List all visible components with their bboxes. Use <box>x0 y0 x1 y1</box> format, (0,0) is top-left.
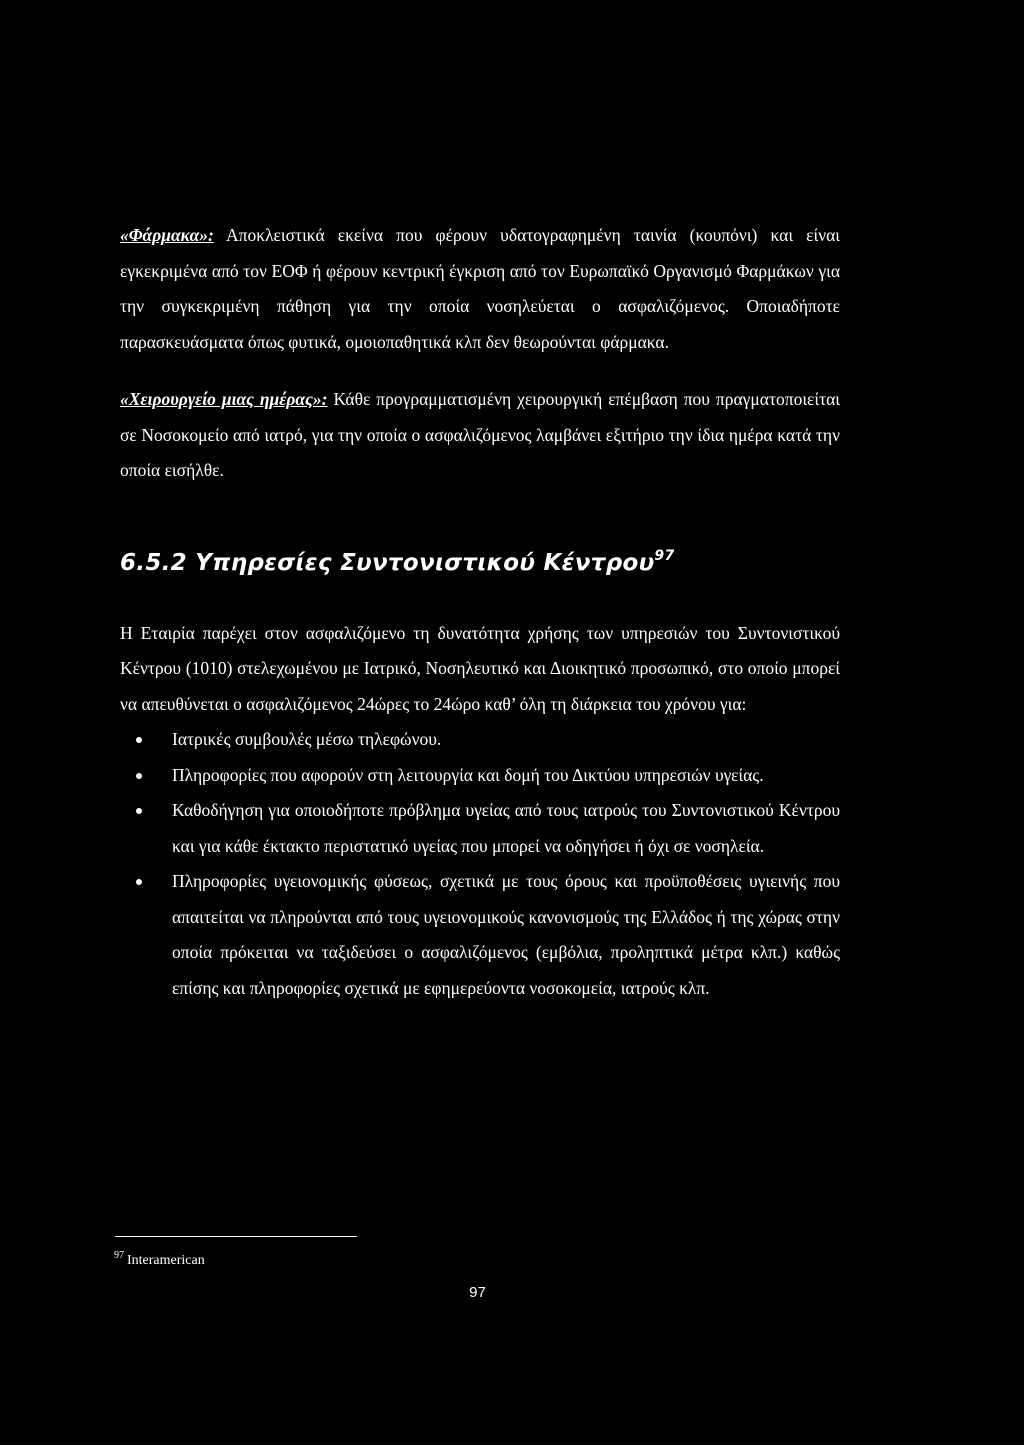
list-item <box>120 793 840 864</box>
bullet-icon <box>136 879 142 885</box>
bullet-icon <box>136 737 142 743</box>
footnote-number: 97 <box>114 1250 124 1261</box>
list-item-text: Καθοδήγηση για οποιοδήποτε πρόβλημα υγείας από τους ιατρούς του Συντονιστικού Κέντρου και για κάθε έκτακτο περιστατικό υγείας που μπορεί να οδηγήσει ή όχι σε νοσηλεία. <box>172 800 840 856</box>
services-list <box>120 722 840 1006</box>
definition-text: Αποκλειστικά εκείνα που φέρουν υδατογραφημένη ταινία (κουπόνι) και είναι εγκεκριμένα από τον ΕΟΦ ή φέρουν κεντρική έγκριση από τον Ευρωπαϊκό Οργανισμό Φαρμάκων για την συγκεκριμένη πάθηση για την οποία νοσηλεύεται ο ασφαλιζόμενος. Οποιαδήποτε παρασκευάσματα όπως φυτικά, ομοιοπαθητικά κλπ δεν θεωρούνται φάρμακα. <box>120 225 840 352</box>
section-heading <box>120 541 840 578</box>
section-intro: Η Εταιρία παρέχει στον ασφαλιζόμενο τη δυνατότητα χρήσης των υπηρεσιών του Συντονιστικού Κέντρου (1010) στελεχωμένου με Ιατρικό, Νοσηλευτικό και Διοικητικό προσωπικό, στο οποίο μπορεί να απευθύνεται ο ασφαλιζόμενος 24ώρες το 24ώρο καθ’ όλη τη διάρκεια του χρόνου για: <box>120 622 840 714</box>
definition-term: «Φάρμακα»: <box>120 225 214 245</box>
list-item-text: Πληροφορίες υγειονομικής φύσεως, σχετικά με τους όρους και προϋποθέσεις υγιεινής που απαιτείται να πληρούνται από τους υγειονομικούς κανονισμούς της Ελλάδος ή της χώρας στην οποία πρόκειται να ταξιδεύσει ο ασφαλιζόμενος (εμβόλια, προληπτικά μέτρα κλπ.) καθώς επίσης και πληροφορίες σχετικά με εφημερεύοντα νοσοκομεία, ιατρούς κλπ. <box>172 871 840 998</box>
bullet-icon <box>136 773 142 779</box>
list-item <box>120 758 840 794</box>
page-number: 97 <box>469 1284 486 1301</box>
document-body <box>120 218 840 1006</box>
list-item-text: Πληροφορίες που αφορούν στη λειτουργία και δομή του Δικτύου υπηρεσιών υγείας. <box>172 764 764 785</box>
footnote-text: Interamerican <box>127 1253 205 1268</box>
list-item <box>120 864 840 1006</box>
definition-day-surgery <box>120 382 840 489</box>
footnote-reference: 97 <box>654 547 675 564</box>
bullet-icon <box>136 808 142 814</box>
section-heading-text: 6.5.2 Υπηρεσίες Συντονιστικού Κέντρου <box>120 549 655 576</box>
definition-medicines <box>120 218 840 360</box>
list-item <box>120 722 840 758</box>
list-item-text: Ιατρικές συμβουλές μέσω τηλεφώνου. <box>172 729 442 749</box>
footnote-divider <box>115 1236 357 1237</box>
footnote <box>114 1246 205 1271</box>
definition-text: Κάθε προγραμματισμένη χειρουργική επέμβαση που πραγματοποιείται σε Νοσοκομείο από ιατρό, για την οποία ο ασφαλιζόμενος λαμβάνει εξιτήριο την ίδια ημέρα κατά την οποία εισήλθε. <box>120 389 840 480</box>
definition-term: «Χειρουργείο μιας ημέρας»: <box>120 389 328 409</box>
